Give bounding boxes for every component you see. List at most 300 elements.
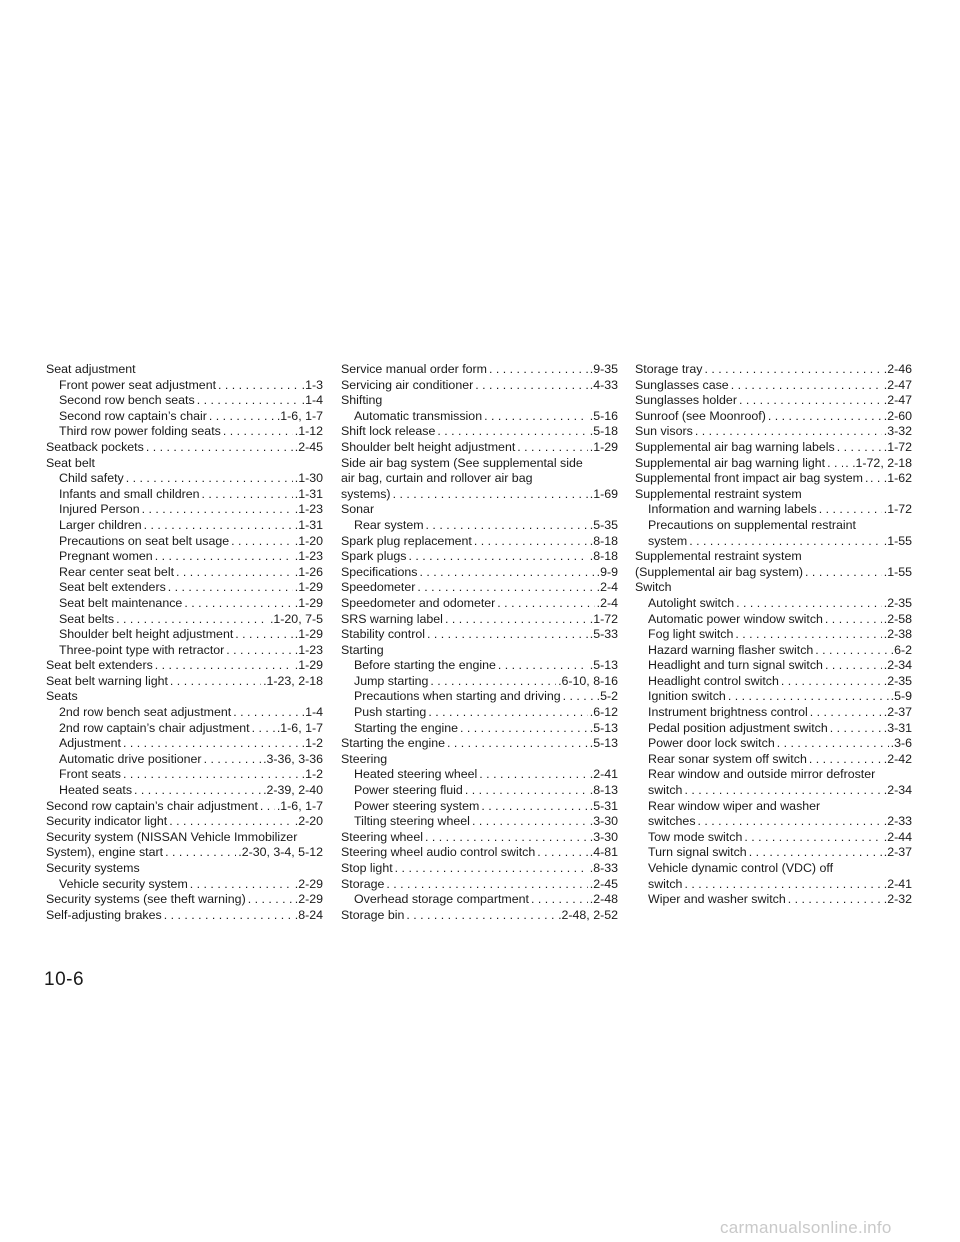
page-reference: .3-36, 3-36 xyxy=(263,751,323,766)
index-term: Rear center seat belt xyxy=(59,564,175,579)
dot-leader xyxy=(865,471,868,487)
dot-leader xyxy=(736,596,882,612)
dot-leader xyxy=(155,549,293,565)
index-entry xyxy=(635,752,912,768)
index-term: Shoulder belt height adjustment xyxy=(341,439,516,454)
index-entry xyxy=(46,596,323,612)
index-term: Larger children xyxy=(59,517,142,532)
index-term: Before starting the engine xyxy=(354,658,496,673)
index-term: Supplemental air bag warning light xyxy=(635,455,826,470)
page-reference: .2-47 xyxy=(883,377,912,392)
index-entry xyxy=(635,518,912,534)
page-reference: .6-12 xyxy=(589,705,618,720)
index-term: Second row captain’s chair adjustment xyxy=(46,798,258,813)
index-term: Starting the engine xyxy=(341,736,446,751)
index-entry xyxy=(635,456,912,472)
dot-leader xyxy=(498,658,588,674)
index-term: Automatic transmission xyxy=(354,408,483,423)
index-entry xyxy=(635,736,912,752)
index-term: Hazard warning flasher switch xyxy=(648,642,814,657)
index-entry xyxy=(635,799,912,815)
page-number: 10-6 xyxy=(44,969,85,990)
index-entry xyxy=(46,565,323,581)
index-term: Turn signal switch xyxy=(648,845,747,860)
index-term: switch xyxy=(648,783,683,798)
dot-leader xyxy=(445,612,588,628)
index-entry xyxy=(46,736,323,752)
dot-leader xyxy=(827,456,843,472)
page-reference: .2-4 xyxy=(596,580,618,595)
page-reference: .1-4 xyxy=(301,705,323,720)
dot-leader xyxy=(226,643,292,659)
dot-leader xyxy=(231,534,293,550)
dot-leader xyxy=(190,877,293,893)
index-heading: Shifting xyxy=(341,393,383,408)
index-term: Power steering fluid xyxy=(354,783,463,798)
index-entry xyxy=(635,471,912,487)
index-entry xyxy=(46,721,323,737)
page-reference: .4-81 xyxy=(589,845,618,860)
dot-leader xyxy=(537,845,588,861)
page-reference: .1-6, 1-7 xyxy=(276,408,323,423)
page-reference: .2-60 xyxy=(883,408,912,423)
index-heading: Seats xyxy=(46,689,78,704)
page-reference: .2-37 xyxy=(883,705,912,720)
index-term: Injured Person xyxy=(59,502,140,517)
index-entry xyxy=(46,456,323,472)
dot-leader xyxy=(164,908,293,924)
dot-leader xyxy=(408,549,587,565)
dot-leader xyxy=(465,783,588,799)
page-reference: .2-33 xyxy=(883,814,912,829)
index-entry xyxy=(341,596,618,612)
page-reference: .2-58 xyxy=(883,611,912,626)
index-term: Tow mode switch xyxy=(648,829,743,844)
index-entry xyxy=(46,674,323,690)
dot-leader xyxy=(428,705,587,721)
index-entry xyxy=(46,830,323,846)
index-entry xyxy=(341,534,618,550)
index-entry xyxy=(341,549,618,565)
index-entry xyxy=(46,861,323,877)
index-term: system xyxy=(648,533,688,548)
index-entry xyxy=(635,783,912,799)
index-entry xyxy=(635,877,912,893)
page-reference: .1-3 xyxy=(301,377,323,392)
index-entry xyxy=(46,783,323,799)
index-term: Autolight switch xyxy=(648,595,735,610)
index-term: SRS warning label xyxy=(341,611,443,626)
index-entry xyxy=(341,471,618,487)
page-reference: .2-48, 2-52 xyxy=(558,907,618,922)
page-reference: .6-10, 8-16 xyxy=(558,673,618,688)
dot-leader xyxy=(744,830,881,846)
index-entry xyxy=(635,409,912,425)
index-entry xyxy=(341,518,618,534)
dot-leader xyxy=(475,378,588,394)
index-entry xyxy=(635,721,912,737)
index-entry xyxy=(341,580,618,596)
index-term: Rear system xyxy=(354,517,424,532)
page-reference: .1-72 xyxy=(883,439,912,454)
index-heading: Vehicle dynamic control (VDC) off xyxy=(648,861,834,875)
page-reference: .4-33 xyxy=(589,377,618,392)
dot-leader xyxy=(825,612,882,628)
index-term: Heated seats xyxy=(59,783,133,798)
index-term: Service manual order form xyxy=(341,362,487,376)
page-reference: .1-30 xyxy=(294,471,323,486)
index-entry xyxy=(341,814,618,830)
index-entry xyxy=(635,689,912,705)
page-reference: .1-72 xyxy=(883,502,912,517)
index-term: (Supplemental air bag system) xyxy=(635,564,804,579)
index-entry xyxy=(341,456,618,472)
index-entry xyxy=(341,767,618,783)
index-heading: Precautions on supplemental restraint xyxy=(648,517,857,532)
index-entry xyxy=(635,643,912,659)
index-entry xyxy=(46,705,323,721)
page-reference: .2-35 xyxy=(883,673,912,688)
index-entry xyxy=(46,627,323,643)
index-term: Storage xyxy=(341,876,385,891)
page-reference: .5-16 xyxy=(589,408,618,423)
dot-leader xyxy=(777,736,889,752)
index-entry xyxy=(635,424,912,440)
dot-leader xyxy=(430,674,556,690)
page-reference: .5-35 xyxy=(589,517,618,532)
dot-leader xyxy=(235,627,292,643)
dot-leader xyxy=(460,721,588,737)
index-term: Security indicator light xyxy=(46,814,168,829)
index-entry xyxy=(341,378,618,394)
index-term: Self-adjusting brakes xyxy=(46,907,162,922)
dot-leader xyxy=(202,487,293,503)
dot-leader xyxy=(419,565,594,581)
dot-leader xyxy=(684,783,881,799)
index-term: Speedometer and odometer xyxy=(341,595,496,610)
dot-leader xyxy=(169,814,293,830)
dot-leader xyxy=(176,565,293,581)
index-heading: Seat belt xyxy=(46,455,95,470)
index-entry xyxy=(341,908,618,924)
dot-leader xyxy=(252,721,275,737)
page-reference: .2-48 xyxy=(589,892,618,907)
index-entry xyxy=(635,767,912,783)
index-entry xyxy=(46,424,323,440)
dot-leader xyxy=(484,409,588,425)
dot-leader xyxy=(695,424,882,440)
index-term: Shift lock release xyxy=(341,424,436,439)
index-term: switch xyxy=(648,876,683,891)
index-entry xyxy=(46,689,323,705)
page-reference: .1-31 xyxy=(294,517,323,532)
dot-leader xyxy=(739,393,882,409)
index-entry xyxy=(635,658,912,674)
index-entry xyxy=(635,705,912,721)
index-entry xyxy=(341,612,618,628)
dot-leader xyxy=(427,627,588,643)
dot-leader xyxy=(426,518,588,534)
index-entry xyxy=(341,830,618,846)
page-reference: .2-39, 2-40 xyxy=(263,783,323,798)
index-entry xyxy=(46,658,323,674)
index-heading: Side air bag system (See supplemental side xyxy=(341,455,583,470)
dot-leader xyxy=(489,362,588,378)
index-heading: air bag, curtain and rollover air bag xyxy=(341,471,533,486)
dot-leader xyxy=(116,612,268,628)
index-term: switches xyxy=(648,814,696,829)
page-reference: .1-55 xyxy=(883,533,912,548)
index-entry xyxy=(46,393,323,409)
page-reference: .2-34 xyxy=(883,658,912,673)
page-reference: .6-2 xyxy=(890,642,912,657)
index-entry xyxy=(341,487,618,503)
page-reference: .1-6, 1-7 xyxy=(276,798,323,813)
index-term: Vehicle security system xyxy=(59,876,188,891)
index-entry xyxy=(635,487,912,503)
index-heading: Supplemental restraint system xyxy=(635,549,802,564)
index-entry xyxy=(635,502,912,518)
page-reference: .2-47 xyxy=(883,393,912,408)
index-entry xyxy=(635,814,912,830)
index-term: Shoulder belt height adjustment xyxy=(59,627,234,642)
index-term: Heated steering wheel xyxy=(354,767,478,782)
page-reference: .5-9 xyxy=(890,689,912,704)
dot-leader xyxy=(749,845,882,861)
index-entry xyxy=(46,612,323,628)
index-entry xyxy=(46,502,323,518)
page-reference: .2-41 xyxy=(883,876,912,891)
dot-leader xyxy=(735,627,881,643)
index-term: Steering wheel audio control switch xyxy=(341,845,536,860)
index-heading: Seat adjustment xyxy=(46,362,136,376)
page-reference: .2-37 xyxy=(883,845,912,860)
index-term: Precautions on seat belt usage xyxy=(59,533,230,548)
index-heading: Sonar xyxy=(341,502,375,517)
index-term: Starting the engine xyxy=(354,720,459,735)
index-term: Seat belts xyxy=(59,611,115,626)
index-term: Third row power folding seats xyxy=(59,424,221,439)
index-entry xyxy=(46,362,323,378)
page-reference: . . .1-62 xyxy=(869,471,912,486)
dot-leader xyxy=(395,861,588,877)
page-reference: .3-30 xyxy=(589,814,618,829)
page-reference: .1-2 xyxy=(301,767,323,782)
index-term: Overhead storage compartment xyxy=(354,892,529,907)
dot-leader xyxy=(204,752,262,768)
page-reference: .1-29 xyxy=(294,580,323,595)
dot-leader xyxy=(472,814,588,830)
index-entry xyxy=(341,752,618,768)
index-entry xyxy=(46,799,323,815)
dot-leader xyxy=(781,674,882,690)
index-term: Spark plug replacement xyxy=(341,533,472,548)
dot-leader xyxy=(146,440,293,456)
index-term: Rear sonar system off switch xyxy=(648,751,807,766)
index-term: Seatback pockets xyxy=(46,439,144,454)
index-entry xyxy=(46,877,323,893)
index-entry xyxy=(635,612,912,628)
index-entry xyxy=(341,643,618,659)
page-reference: .2-45 xyxy=(589,876,618,891)
index-term: Tilting steering wheel xyxy=(354,814,470,829)
index-term: Seat belt extenders xyxy=(46,658,153,673)
index-term: Seat belt warning light xyxy=(46,673,168,688)
dot-leader xyxy=(233,705,299,721)
dot-leader xyxy=(788,892,882,908)
index-entry xyxy=(341,892,618,908)
page-reference: .1-29 xyxy=(589,439,618,454)
dot-leader xyxy=(170,674,261,690)
dot-leader xyxy=(698,814,882,830)
dot-leader xyxy=(123,736,300,752)
index-term: Storage tray xyxy=(635,362,703,376)
page-reference: .5-2 xyxy=(596,689,618,704)
index-entry xyxy=(341,502,618,518)
dot-leader xyxy=(406,908,556,924)
page-reference: .1-26 xyxy=(294,564,323,579)
index-entry xyxy=(46,580,323,596)
index-entry xyxy=(46,643,323,659)
dot-leader xyxy=(705,362,882,378)
page-reference: .5-13 xyxy=(589,720,618,735)
index-heading: Starting xyxy=(341,642,384,657)
dot-leader xyxy=(481,799,587,815)
page-reference: .5-18 xyxy=(589,424,618,439)
page-reference: .2-42 xyxy=(883,751,912,766)
dot-leader xyxy=(126,471,293,487)
dot-leader xyxy=(447,736,588,752)
index-heading: Rear window and outside mirror defroster xyxy=(648,767,876,782)
page-reference: .9-9 xyxy=(596,564,618,579)
page-reference: .1-6, 1-7 xyxy=(276,720,323,735)
index-term: Child safety xyxy=(59,471,124,486)
dot-leader xyxy=(819,502,882,518)
index-entry xyxy=(46,440,323,456)
page-reference: .5-31 xyxy=(589,798,618,813)
dot-leader xyxy=(425,830,588,846)
page-reference: .8-18 xyxy=(589,533,618,548)
index-entry xyxy=(341,799,618,815)
index-term: 2nd row captain’s chair adjustment xyxy=(59,720,250,735)
dot-leader xyxy=(474,534,588,550)
index-term: Jump starting xyxy=(354,673,429,688)
index-term: Sun visors xyxy=(635,424,693,439)
dot-leader xyxy=(805,565,882,581)
index-entry xyxy=(341,362,618,378)
dot-leader xyxy=(209,409,275,425)
index-term: Headlight and turn signal switch xyxy=(648,658,823,673)
dot-leader xyxy=(437,424,587,440)
index-term: systems) xyxy=(341,486,391,501)
index-entry xyxy=(341,783,618,799)
page-reference: .5-13 xyxy=(589,736,618,751)
index-term: Front power seat adjustment xyxy=(59,377,217,392)
index-term: Power door lock switch xyxy=(648,736,775,751)
index-term: Sunroof (see Moonroof) xyxy=(635,408,766,423)
dot-leader xyxy=(815,643,888,659)
dot-leader xyxy=(837,440,882,456)
index-entry xyxy=(341,409,618,425)
index-term: Adjustment xyxy=(59,736,121,751)
index-column-2 xyxy=(341,362,618,923)
page-reference: .2-30, 3-4, 5-12 xyxy=(238,845,323,860)
index-entry xyxy=(635,627,912,643)
index-heading: Rear window wiper and washer xyxy=(648,798,821,813)
dot-leader xyxy=(168,580,293,596)
index-entry xyxy=(46,752,323,768)
page-reference: .2-44 xyxy=(883,829,912,844)
index-term: Pregnant women xyxy=(59,549,153,564)
index-column-3 xyxy=(635,362,912,908)
dot-leader xyxy=(517,440,587,456)
watermark-text: carmanualsonline.info xyxy=(720,1218,892,1237)
index-term: Second row captain’s chair xyxy=(59,408,207,423)
page-reference: .1-2 xyxy=(301,736,323,751)
index-entry xyxy=(635,378,912,394)
page-reference: .2-41 xyxy=(589,767,618,782)
dot-leader xyxy=(155,658,293,674)
dot-leader xyxy=(684,877,881,893)
dot-leader xyxy=(810,705,882,721)
dot-leader xyxy=(142,502,293,518)
dot-leader xyxy=(689,534,882,550)
page-reference: .3-30 xyxy=(589,829,618,844)
index-term: Second row bench seats xyxy=(59,393,195,408)
page-reference: .8-24 xyxy=(294,907,323,922)
index-entry xyxy=(635,440,912,456)
page-reference: .8-33 xyxy=(589,861,618,875)
index-entry xyxy=(46,487,323,503)
dot-leader xyxy=(479,767,587,783)
index-term: Sunglasses case xyxy=(635,377,729,392)
index-term: Headlight control switch xyxy=(648,673,779,688)
page-reference: .1-55 xyxy=(883,564,912,579)
index-entry xyxy=(341,861,618,877)
index-column-1 xyxy=(46,362,323,923)
page-reference: .2-20 xyxy=(294,814,323,829)
index-entry xyxy=(46,471,323,487)
index-entry xyxy=(46,378,323,394)
index-entry xyxy=(635,393,912,409)
index-entry xyxy=(635,861,912,877)
index-term: Seat belt extenders xyxy=(59,580,166,595)
index-term: Fog light switch xyxy=(648,627,734,642)
index-entry xyxy=(46,908,323,924)
dot-leader xyxy=(728,689,889,705)
index-entry xyxy=(46,518,323,534)
page-reference: .2-29 xyxy=(294,876,323,891)
dot-leader xyxy=(393,487,588,503)
index-term: Automatic power window switch xyxy=(648,611,823,626)
index-term: Stop light xyxy=(341,861,393,875)
dot-leader xyxy=(825,658,882,674)
index-entry xyxy=(635,534,912,550)
dot-leader xyxy=(260,799,275,815)
index-entry xyxy=(46,549,323,565)
index-entry xyxy=(341,877,618,893)
dot-leader xyxy=(531,892,588,908)
index-entry xyxy=(635,830,912,846)
page-reference: .1-23 xyxy=(294,502,323,517)
index-term: Ignition switch xyxy=(648,689,726,704)
index-entry xyxy=(341,440,618,456)
index-heading: Steering xyxy=(341,751,388,766)
index-term: Automatic drive positioner xyxy=(59,751,202,766)
dot-leader xyxy=(165,845,236,861)
dot-leader xyxy=(768,409,882,425)
index-entry xyxy=(341,565,618,581)
